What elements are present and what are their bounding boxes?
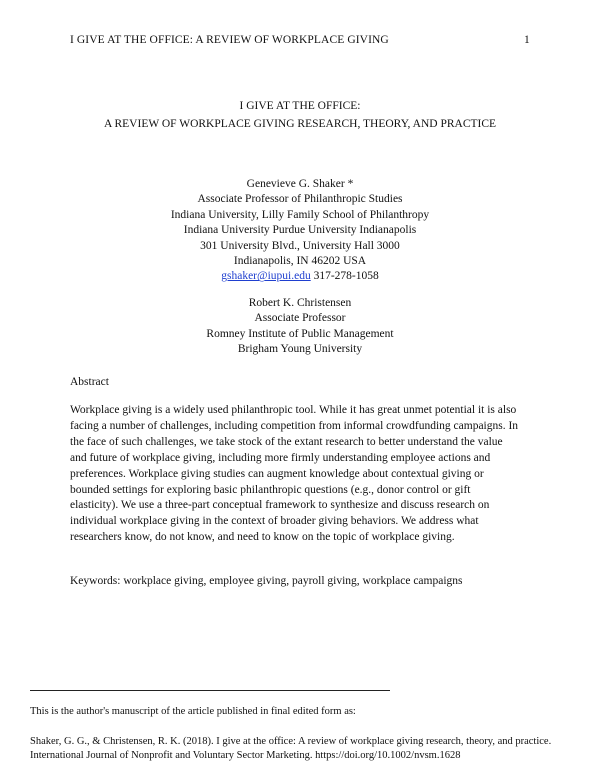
author-1-affiliation [0, 177, 600, 285]
manuscript-note: This is the author's manuscript of the article published in final edited form as: [30, 706, 356, 717]
abstract-line: Workplace giving is a widely used philanthropic tool. While it has great unmet potential it is also [70, 404, 517, 416]
abstract-heading: Abstract [70, 376, 109, 388]
running-head: I GIVE AT THE OFFICE: A REVIEW OF WORKPLACE GIVING [70, 34, 389, 46]
author-1-university: Indiana University Purdue University Indianapolis [183, 224, 417, 237]
citation [30, 735, 590, 763]
author-2-institute: Romney Institute of Public Management [206, 327, 394, 340]
citation-line-1: Shaker, G. G., & Christensen, R. K. (2018). I give at the office: A review of workplace giving research, theory, and practice. [30, 736, 552, 747]
author-1-email-link[interactable]: gshaker@iupui.edu [221, 270, 311, 283]
abstract-line: facing a number of challenges, including competition from informal crowdfunding campaigns. In [70, 419, 519, 432]
author-1-name: Genevieve G. Shaker * [246, 178, 354, 190]
citation-line-2: International Journal of Nonprofit and Voluntary Sector Marketing. https://doi.org/10.1002/nvsm.1628 [30, 750, 461, 761]
author-1-phone: 317-278-1058 [313, 270, 379, 283]
abstract-line: and future of workplace giving, including more firmly understanding employee actions and [70, 451, 491, 464]
title-line-2: A REVIEW OF WORKPLACE GIVING RESEARCH, THEORY, AND PRACTICE [103, 118, 497, 130]
author-1-contact [0, 269, 600, 284]
author-2-position: Associate Professor [254, 312, 346, 325]
abstract-line: preferences. Workplace giving studies can augment knowledge about contextual giving or [70, 467, 484, 480]
author-1-address: 301 University Blvd., University Hall 3000 [200, 239, 400, 252]
footnote-divider [30, 690, 390, 691]
title-line-1: I GIVE AT THE OFFICE: [239, 100, 361, 112]
author-1-city: Indianapolis, IN 46202 USA [233, 255, 367, 268]
paper-title [0, 97, 600, 133]
abstract-line: individual workplace giving in the context of broader giving behaviors. We address what [70, 515, 479, 528]
author-1-position: Associate Professor of Philanthropic Studies [197, 193, 403, 206]
abstract-line: researchers know, do not know, and need to know on the topic of workplace giving. [70, 531, 455, 544]
author-2-university: Brigham Young University [237, 343, 363, 356]
page-number: 1 [524, 34, 530, 46]
abstract-line: elasticity). We use a three-part conceptual framework to synthesize and discuss research on [70, 499, 490, 512]
abstract-body [70, 403, 535, 546]
author-2-affiliation [0, 296, 600, 358]
keywords: Keywords: workplace giving, employee giving, payroll giving, workplace campaigns [70, 575, 463, 587]
author-1-school: Indiana University, Lilly Family School of Philanthropy [170, 208, 430, 221]
abstract-line: the face of such challenges, we take stock of the extant research to better understand the value [70, 435, 503, 448]
abstract-line: bounded settings for exploring basic philanthropic questions (e.g., donor control or gift [70, 483, 471, 496]
author-2-name: Robert K. Christensen [248, 297, 352, 309]
